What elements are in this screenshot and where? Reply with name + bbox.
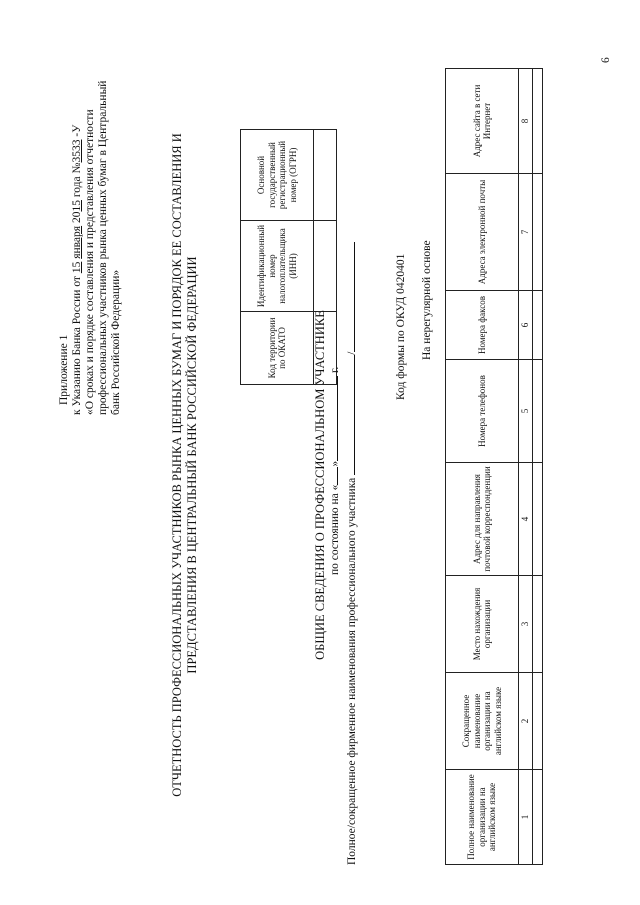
main-number-7: 7 [519,174,533,291]
appendix-date-day: 15 [71,261,83,274]
main-header-1: Полное наименование организации на английском языке [446,770,519,865]
report-title-line-1: ОТЧЕТНОСТЬ ПРОФЕССИОНАЛЬНЫХ УЧАСТНИКОВ РЫНКА ЦЕННЫХ БУМАГ И ПОРЯДОК ЕЕ СОСТАВЛЕНИЯ И [170,133,184,797]
main-header-3: Место нахождения организации [446,576,519,673]
full-name-blank [354,355,355,475]
main-number-5: 5 [519,360,533,463]
short-name-blank [354,242,355,352]
main-number-1: 1 [519,770,533,865]
main-empty-cell [533,174,543,291]
as-of-month-blank [337,376,338,461]
general-info-title: ОБЩИЕ СВЕДЕНИЯ О ПРОФЕССИОНАЛЬНОМ УЧАСТНИКЕ [313,310,327,660]
main-number-6: 6 [519,291,533,360]
appendix-line-2 [71,45,84,415]
main-number-2: 2 [519,673,533,770]
as-of-day-blank [337,467,338,485]
main-empty-cell [533,69,543,174]
main-table [445,68,543,865]
appendix-line-4: профессиональных участников рынка ценных бумаг в Центральный [97,80,109,415]
main-header-4: Адрес для направления почтовой корреспонденции [446,463,519,576]
main-number-3: 3 [519,576,533,673]
codes-value-ogrn [314,130,337,221]
appendix-line-3: «О сроках и порядке составления и представления отчетности [84,109,96,415]
appendix-prefix: к Указанию Банка России от [71,273,83,415]
appendix-date-month: января [71,225,83,259]
main-empty-cell [533,291,543,360]
as-of-date-line [329,367,341,575]
full-name-line [346,242,358,865]
main-empty-cell [533,360,543,463]
main-empty-cell [533,576,543,673]
appendix-number: 3533 [71,139,83,163]
as-of-prefix: по состоянию на « [329,484,341,575]
as-of-mid: » [329,460,341,467]
codes-header-ogrn: Основной государственный регистрационный номер (ОГРН) [241,130,314,221]
codes-header-row [241,130,314,385]
main-header-7: Адреса электронной почты [446,174,519,291]
page-number: 6 [600,57,612,63]
codes-header-okato: Код территории по ОКАТО [241,312,314,385]
report-title [170,115,199,815]
appendix-line-1: Приложение 1 [58,334,70,405]
main-table-header-row [446,69,519,865]
full-name-label: Полное/сокращенное фирменное наименования профессионального участника [346,477,358,865]
appendix-suffix: -У [71,124,83,140]
okud-code: Код формы по ОКУД 0420401 [395,253,407,400]
main-table-number-row [519,69,533,865]
appendix-header [58,45,123,415]
main-empty-cell [533,463,543,576]
appendix-line-5: банк Российской Федерации» [110,269,122,415]
main-number-4: 4 [519,463,533,576]
full-name-slash: / [346,351,358,355]
appendix-date-year-suffix: 15 [71,200,83,212]
appendix-mid: года № [71,162,83,201]
main-header-2: Сокращенное наименование организации на английском языке [446,673,519,770]
main-header-5: Номера телефонов [446,360,519,463]
codes-header-inn: Идентификационный номер налогоплательщика (ИНН) [241,221,314,312]
appendix-date-year-prefix: 20 [71,211,83,224]
as-of-suffix: г. [329,366,341,373]
main-empty-cell [533,770,543,865]
main-header-8: Адрес сайта в сети Интернет [446,69,519,174]
irregular-basis: На нерегулярной основе [421,240,433,360]
main-number-8: 8 [519,69,533,174]
main-table-empty-row [533,69,543,865]
main-header-6: Номера факсов [446,291,519,360]
report-title-line-2: ПРЕДСТАВЛЕНИЯ В ЦЕНТРАЛЬНЫЙ БАНК РОССИЙСКОЙ ФЕДЕРАЦИИ [184,256,199,674]
main-empty-cell [533,673,543,770]
